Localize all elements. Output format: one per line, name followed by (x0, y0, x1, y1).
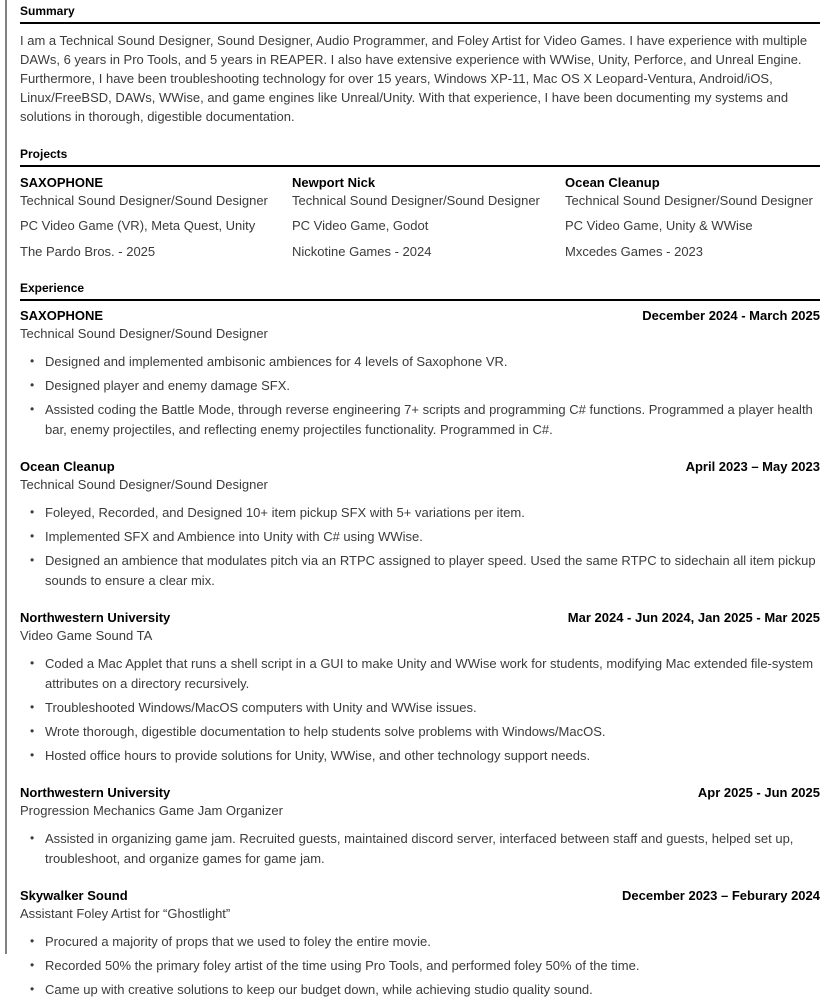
bullet-text: Foleyed, Recorded, and Designed 10+ item pickup SFX with 5+ variations per item. (45, 505, 525, 520)
bullet-item (20, 551, 820, 590)
bullet-item (20, 829, 820, 868)
job-role: Video Game Sound TA (20, 628, 153, 643)
bullet-text: Hosted office hours to provide solutions for Unity, WWise, and other technology support needs. (45, 747, 591, 763)
bullet-dot-icon: • (30, 699, 35, 714)
bullet-dot-icon: • (30, 958, 35, 972)
bullet-dot-icon: • (30, 934, 35, 948)
experience-entry (20, 785, 820, 868)
project-title: Newport Nick (292, 175, 376, 190)
bullet-item (20, 503, 820, 523)
project-card (20, 175, 292, 260)
job-title: Ocean Cleanup (20, 459, 115, 474)
bullet-item (20, 527, 820, 547)
bullet-item (20, 400, 820, 439)
bullet-text: Designed player and enemy damage SFX. (45, 378, 290, 393)
summary-text: I am a Technical Sound Designer, Sound Designer, Audio Programmer, and Foley Artist for Video Games. I have experience with multiple DAWs, 6 years in Pro Tools, and 5 years in REAPER. I also have extensive experience with WWise, Unity, Perforce, and Unreal Engine. Furthermore, I have been troubleshooting technology for over 15 years, Windows XP-11, Mac OS X Leopard-Ventura, Android/iOS, Linux/FreeBSD, DAWs, WWise, and game engines like Unreal/Unity. With that experience, I have been documenting my systems and solutions in thorough, digestible documentation. (20, 33, 808, 124)
bullet-dot-icon: • (30, 529, 35, 543)
job-header (20, 888, 820, 904)
job-title: Northwestern University (20, 785, 171, 800)
bullet-item (20, 746, 820, 766)
bullet-dot-icon: • (30, 656, 35, 670)
experience-heading: Experience (20, 281, 85, 295)
bullet-dot-icon: • (30, 831, 35, 845)
bullet-dot-icon: • (30, 354, 35, 368)
bullet-dot-icon: • (30, 402, 35, 416)
job-bullets (20, 654, 820, 765)
project-title: Ocean Cleanup (565, 175, 660, 190)
projects-rule (20, 165, 820, 167)
job-dates: Mar 2024 - Jun 2024, Jan 2025 - Mar 2025 (567, 610, 820, 625)
project-credit: Mxcedes Games - 2023 (565, 244, 704, 259)
job-title: Northwestern University (20, 610, 171, 625)
projects-heading: Projects (20, 147, 68, 161)
bullet-item (20, 352, 820, 372)
project-platform: PC Video Game (VR), Meta Quest, Unity (20, 218, 256, 233)
bullet-text: Wrote thorough, digestible documentation to help students solve problems with Windows/MacOS. (45, 723, 606, 739)
job-header (20, 610, 820, 626)
job-bullets (20, 932, 820, 1000)
project-credit: Nickotine Games - 2024 (292, 244, 432, 259)
summary-rule (20, 22, 820, 24)
bullet-item (20, 698, 820, 718)
experience-entry (20, 610, 820, 765)
bullet-text: Troubleshooted Windows/MacOS computers with Unity and WWise issues. (45, 699, 477, 715)
bullet-text: Procured a majority of props that we used to foley the entire movie. (45, 934, 431, 949)
bullet-item (20, 376, 820, 396)
project-role: Technical Sound Designer/Sound Designer (565, 193, 813, 208)
experience-entry (20, 459, 820, 590)
experience-entry (20, 308, 820, 439)
job-header (20, 308, 820, 324)
bullet-text: Assisted coding the Battle Mode, through reverse engineering 7+ scripts and programming C# functions. Programmed a player health bar, enemy projectiles, and reflecting enemy projectiles functionality. Programmed in C#. (45, 402, 813, 437)
section-experience (20, 281, 820, 1000)
project-card (292, 175, 565, 260)
summary-heading: Summary (20, 4, 75, 18)
section-projects (20, 147, 820, 260)
job-role: Technical Sound Designer/Sound Designer (20, 326, 268, 341)
job-bullets (20, 829, 820, 868)
bullet-dot-icon: • (30, 982, 35, 996)
project-title: SAXOPHONE (20, 175, 104, 190)
bullet-text: Assisted in organizing game jam. Recruited guests, maintained discord server, interfaced between staff and guests, helped set up, troubleshoot, and organize games for game jam. (45, 831, 794, 866)
projects-grid (20, 175, 820, 260)
bullet-item (20, 722, 820, 742)
bullet-text: Came up with creative solutions to keep our budget down, while achieving studio quality sound. (45, 982, 593, 997)
project-credit: The Pardo Bros. - 2025 (20, 244, 156, 259)
experience-entries (20, 308, 820, 1000)
page-left-border (5, 0, 7, 954)
job-header (20, 785, 820, 801)
bullet-text: Recorded 50% the primary foley artist of the time using Pro Tools, and performed foley 50% of the time. (45, 958, 640, 973)
bullet-dot-icon: • (30, 747, 35, 762)
job-dates: December 2023 – Feburary 2024 (621, 888, 820, 903)
bullet-dot-icon: • (30, 723, 35, 738)
experience-rule (20, 299, 820, 301)
bullet-text: Designed and implemented ambisonic ambiences for 4 levels of Saxophone VR. (45, 354, 508, 369)
bullet-text: Designed an ambience that modulates pitch via an RTPC assigned to player speed. Used the same RTPC to sidechain all item pickup sounds to ensure a clear mix. (45, 553, 816, 588)
bullet-item (20, 980, 820, 1000)
job-role: Technical Sound Designer/Sound Designer (20, 477, 268, 492)
bullet-item (20, 654, 820, 693)
experience-entry (20, 888, 820, 1000)
job-dates: December 2024 - March 2025 (642, 308, 820, 323)
job-bullets (20, 352, 820, 439)
bullet-text: Implemented SFX and Ambience into Unity with C# using WWise. (45, 529, 423, 544)
project-card (565, 175, 820, 260)
job-title: Skywalker Sound (20, 888, 128, 903)
job-title: SAXOPHONE (20, 308, 104, 323)
bullet-item (20, 956, 820, 976)
bullet-dot-icon: • (30, 378, 35, 392)
job-role: Assistant Foley Artist for “Ghostlight” (20, 906, 231, 921)
job-role: Progression Mechanics Game Jam Organizer (20, 803, 283, 818)
section-summary (20, 4, 820, 126)
project-role: Technical Sound Designer/Sound Designer (292, 193, 540, 208)
bullet-text: Coded a Mac Applet that runs a shell script in a GUI to make Unity and WWise work for students, modifying Mac extended file-system attributes on a directory recursively. (45, 656, 814, 691)
job-header (20, 459, 820, 475)
job-dates: April 2023 – May 2023 (685, 459, 820, 474)
job-bullets (20, 503, 820, 590)
job-dates: Apr 2025 - Jun 2025 (697, 785, 820, 800)
bullet-dot-icon: • (30, 505, 35, 519)
project-platform: PC Video Game, Godot (292, 218, 429, 233)
bullet-dot-icon: • (30, 553, 35, 567)
project-role: Technical Sound Designer/Sound Designer (20, 193, 268, 208)
project-platform: PC Video Game, Unity & WWise (565, 218, 753, 233)
bullet-item (20, 932, 820, 952)
